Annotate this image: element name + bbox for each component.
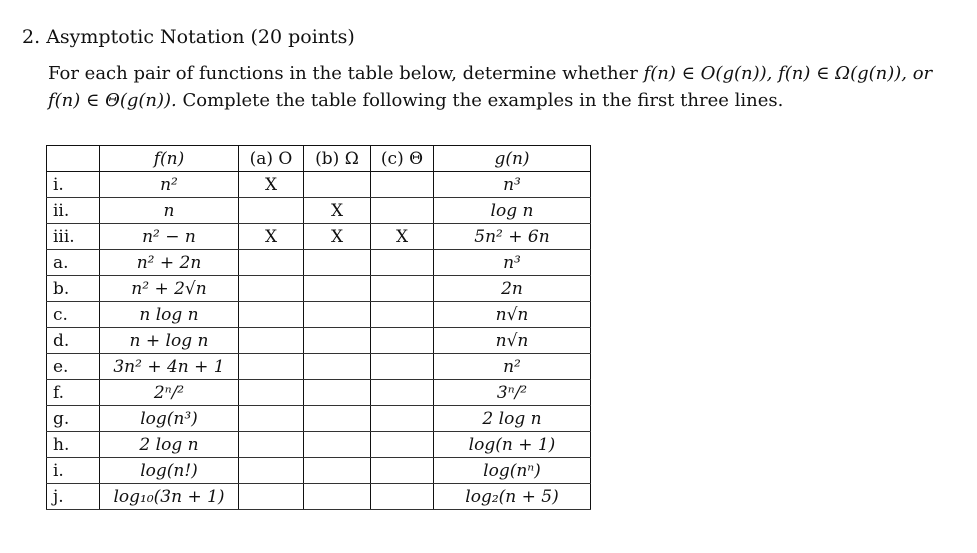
big-o-cell[interactable] bbox=[239, 302, 304, 328]
big-omega-cell[interactable] bbox=[304, 250, 371, 276]
big-omega-cell[interactable] bbox=[304, 432, 371, 458]
problem-number: 2. bbox=[22, 26, 41, 48]
row-label: i. bbox=[47, 458, 100, 484]
f-of-n-cell: n² + 2√n bbox=[100, 276, 239, 302]
g-of-n-cell: 2 log n bbox=[434, 406, 591, 432]
f-of-n-cell: log(n³) bbox=[100, 406, 239, 432]
big-o-cell[interactable] bbox=[239, 458, 304, 484]
big-omega-cell[interactable] bbox=[304, 458, 371, 484]
big-o-cell[interactable] bbox=[239, 432, 304, 458]
row-label: ii. bbox=[47, 198, 100, 224]
table-row bbox=[47, 198, 591, 224]
f-of-n-cell: 2 log n bbox=[100, 432, 239, 458]
big-theta-cell[interactable] bbox=[371, 458, 434, 484]
table-row bbox=[47, 484, 591, 510]
big-omega-cell[interactable] bbox=[304, 406, 371, 432]
table-row bbox=[47, 276, 591, 302]
row-label: c. bbox=[47, 302, 100, 328]
table-row bbox=[47, 224, 591, 250]
f-of-n-cell: 3n² + 4n + 1 bbox=[100, 354, 239, 380]
row-label: b. bbox=[47, 276, 100, 302]
header-g: g(n) bbox=[434, 146, 591, 172]
instructions-text-2: Complete the table following the examples in the first three lines. bbox=[176, 90, 784, 111]
g-of-n-cell: log n bbox=[434, 198, 591, 224]
instructions-line-2 bbox=[48, 87, 963, 114]
big-omega-cell[interactable]: X bbox=[304, 198, 371, 224]
g-of-n-cell: n√n bbox=[434, 328, 591, 354]
big-omega-cell[interactable] bbox=[304, 276, 371, 302]
g-of-n-cell: n³ bbox=[434, 172, 591, 198]
big-o-cell[interactable]: X bbox=[239, 172, 304, 198]
table-row bbox=[47, 328, 591, 354]
big-omega-cell[interactable] bbox=[304, 172, 371, 198]
big-o-cell[interactable] bbox=[239, 484, 304, 510]
table-row bbox=[47, 172, 591, 198]
big-omega-cell[interactable]: X bbox=[304, 224, 371, 250]
big-o-cell[interactable] bbox=[239, 198, 304, 224]
big-o-cell[interactable] bbox=[239, 276, 304, 302]
big-omega-cell[interactable] bbox=[304, 302, 371, 328]
big-o-cell[interactable] bbox=[239, 380, 304, 406]
g-of-n-cell: n√n bbox=[434, 302, 591, 328]
row-label: a. bbox=[47, 250, 100, 276]
big-theta-cell[interactable] bbox=[371, 484, 434, 510]
f-of-n-cell: 2ⁿ/² bbox=[100, 380, 239, 406]
big-theta-cell[interactable] bbox=[371, 432, 434, 458]
big-o-cell[interactable]: X bbox=[239, 224, 304, 250]
row-label: i. bbox=[47, 172, 100, 198]
header-label bbox=[47, 146, 100, 172]
asymptotic-table-body bbox=[47, 146, 591, 510]
table-row bbox=[47, 250, 591, 276]
f-of-n-cell: n² + 2n bbox=[100, 250, 239, 276]
big-o-cell[interactable] bbox=[239, 354, 304, 380]
instructions-expr-2: f(n) ∈ Θ(g(n)). bbox=[48, 90, 177, 111]
f-of-n-cell: log(n!) bbox=[100, 458, 239, 484]
big-omega-cell[interactable] bbox=[304, 484, 371, 510]
big-theta-cell[interactable] bbox=[371, 406, 434, 432]
big-theta-cell[interactable] bbox=[371, 250, 434, 276]
big-theta-cell[interactable]: X bbox=[371, 224, 434, 250]
big-theta-cell[interactable] bbox=[371, 328, 434, 354]
g-of-n-cell: log(nⁿ) bbox=[434, 458, 591, 484]
f-of-n-cell: log₁₀(3n + 1) bbox=[100, 484, 239, 510]
instructions-expr-1: f(n) ∈ O(g(n)), f(n) ∈ Ω(g(n)), or bbox=[643, 63, 933, 84]
big-omega-cell[interactable] bbox=[304, 380, 371, 406]
g-of-n-cell: n³ bbox=[434, 250, 591, 276]
row-label: g. bbox=[47, 406, 100, 432]
big-o-cell[interactable] bbox=[239, 250, 304, 276]
big-theta-cell[interactable] bbox=[371, 198, 434, 224]
table-row bbox=[47, 380, 591, 406]
big-o-cell[interactable] bbox=[239, 328, 304, 354]
g-of-n-cell: log₂(n + 5) bbox=[434, 484, 591, 510]
header-big-omega: (b) Ω bbox=[304, 146, 371, 172]
f-of-n-cell: n log n bbox=[100, 302, 239, 328]
big-omega-cell[interactable] bbox=[304, 354, 371, 380]
asymptotic-table bbox=[46, 145, 591, 510]
f-of-n-cell: n² bbox=[100, 172, 239, 198]
g-of-n-cell: log(n + 1) bbox=[434, 432, 591, 458]
row-label: e. bbox=[47, 354, 100, 380]
f-of-n-cell: n + log n bbox=[100, 328, 239, 354]
g-of-n-cell: 3ⁿ/² bbox=[434, 380, 591, 406]
big-omega-cell[interactable] bbox=[304, 328, 371, 354]
row-label: f. bbox=[47, 380, 100, 406]
table-row bbox=[47, 302, 591, 328]
big-theta-cell[interactable] bbox=[371, 354, 434, 380]
header-f: f(n) bbox=[100, 146, 239, 172]
g-of-n-cell: n² bbox=[434, 354, 591, 380]
row-label: iii. bbox=[47, 224, 100, 250]
f-of-n-cell: n² − n bbox=[100, 224, 239, 250]
row-label: h. bbox=[47, 432, 100, 458]
big-o-cell[interactable] bbox=[239, 406, 304, 432]
g-of-n-cell: 2n bbox=[434, 276, 591, 302]
row-label: d. bbox=[47, 328, 100, 354]
g-of-n-cell: 5n² + 6n bbox=[434, 224, 591, 250]
problem-heading bbox=[22, 26, 355, 48]
table-row bbox=[47, 432, 591, 458]
table-row bbox=[47, 354, 591, 380]
table-row bbox=[47, 406, 591, 432]
instructions-text-1: For each pair of functions in the table below, determine whether bbox=[48, 63, 644, 84]
header-big-theta: (c) Θ bbox=[371, 146, 434, 172]
big-theta-cell[interactable] bbox=[371, 276, 434, 302]
big-theta-cell[interactable] bbox=[371, 302, 434, 328]
header-big-o: (a) O bbox=[239, 146, 304, 172]
table-row bbox=[47, 458, 591, 484]
big-theta-cell[interactable] bbox=[371, 172, 434, 198]
table-header-row bbox=[47, 146, 591, 172]
big-theta-cell[interactable] bbox=[371, 380, 434, 406]
problem-instructions bbox=[48, 60, 963, 114]
instructions-line-1 bbox=[48, 60, 963, 87]
f-of-n-cell: n bbox=[100, 198, 239, 224]
row-label: j. bbox=[47, 484, 100, 510]
problem-title: Asymptotic Notation (20 points) bbox=[46, 26, 355, 48]
